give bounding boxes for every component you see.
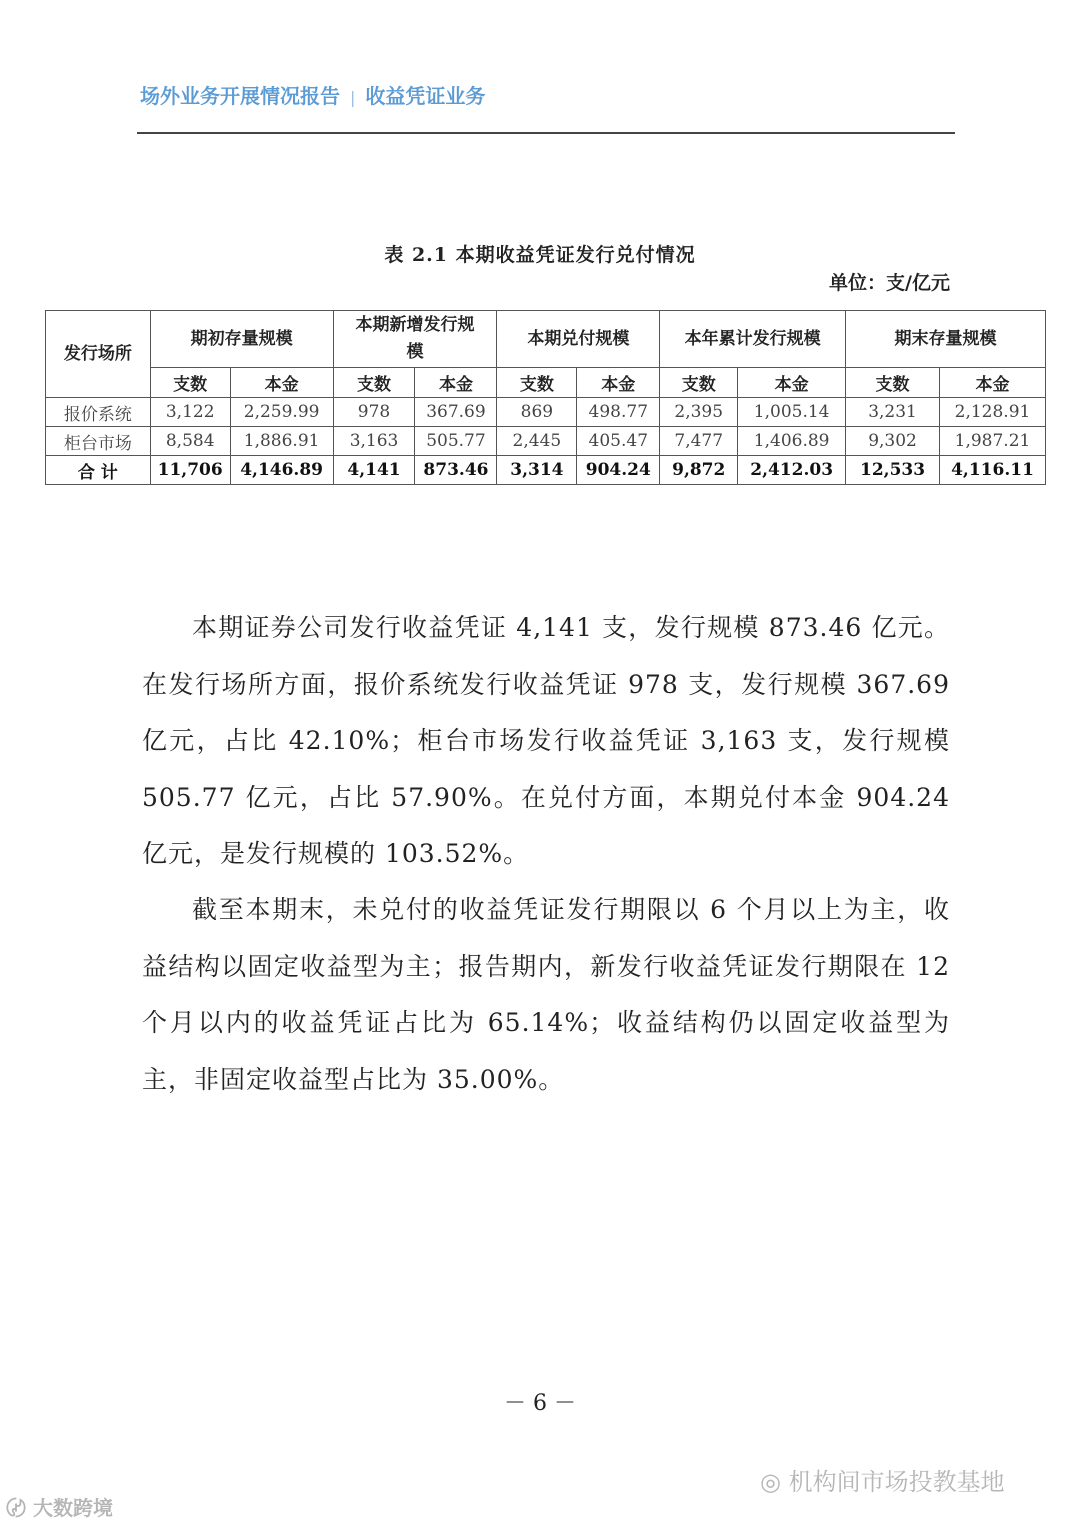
table-cell: 1,987.21 [940,427,1046,456]
venue-header: 发行场所 [46,311,151,398]
watermark-site: 〄 大数跨境 [6,1496,113,1520]
row-label: 合 计 [46,456,151,485]
header-report-title: 场外业务开展情况报告 [140,84,340,108]
table-cell: 405.47 [577,427,660,456]
table-cell: 12,533 [846,456,940,485]
sub-header-count: 支数 [497,368,577,398]
group-header: 本年累计发行规模 [660,311,846,368]
sub-header-count: 支数 [660,368,738,398]
group-header: 本期新增发行规模 [333,311,497,368]
table-cell: 2,259.99 [230,398,333,427]
sub-header-amount: 本金 [738,368,846,398]
table-cell: 2,128.91 [940,398,1046,427]
table-cell: 3,163 [333,427,415,456]
sub-header-count: 支数 [333,368,415,398]
sub-header-amount: 本金 [940,368,1046,398]
table-cell: 498.77 [577,398,660,427]
table-cell: 3,231 [846,398,940,427]
table-cell: 367.69 [415,398,497,427]
table-cell: 1,005.14 [738,398,846,427]
table-cell: 2,395 [660,398,738,427]
table-cell: 505.77 [415,427,497,456]
table-cell: 873.46 [415,456,497,485]
table-cell: 3,314 [497,456,577,485]
table-row [46,398,1046,427]
table-cell: 2,412.03 [738,456,846,485]
wechat-icon: ◎ [760,1468,789,1496]
header-rule [137,132,955,134]
row-label: 柜台市场 [46,427,151,456]
header-section-title: 收益凭证业务 [365,84,486,108]
table-cell: 904.24 [577,456,660,485]
row-label: 报价系统 [46,398,151,427]
sub-header-count: 支数 [846,368,940,398]
sub-header-amount: 本金 [577,368,660,398]
table-cell: 4,141 [333,456,415,485]
sub-header-count: 支数 [150,368,230,398]
table-cell: 1,886.91 [230,427,333,456]
page-number: － 6 － [504,1391,576,1416]
watermark-account: ◎ 机构间市场投教基地 [760,1468,1005,1496]
table-cell: 2,445 [497,427,577,456]
group-header: 期初存量规模 [150,311,333,368]
table-cell: 4,116.11 [940,456,1046,485]
table-row [46,427,1046,456]
running-header [140,80,485,109]
table-cell: 9,302 [846,427,940,456]
table-unit: 单位：支/亿元 [829,272,950,294]
group-header: 期末存量规模 [846,311,1046,368]
table-cell: 1,406.89 [738,427,846,456]
table-caption: 表 2.1 本期收益凭证发行兑付情况 [384,244,696,266]
table-cell: 3,122 [150,398,230,427]
table-row [46,456,1046,485]
header-separator: | [350,88,356,107]
paragraph: 截至本期末，未兑付的收益凭证发行期限以 6 个月以上为主，收益结构以固定收益型为主；报告期内，新发行收益凭证发行期限在 12 个月以内的收益凭证占比为 65.14%；收益结构仍以固定收益型为主，非固定收益型占比为 35.00%。 [142,895,950,1094]
table-cell: 8,584 [150,427,230,456]
sub-header-amount: 本金 [230,368,333,398]
table-cell: 9,872 [660,456,738,485]
table-cell: 7,477 [660,427,738,456]
issuance-table [45,310,1046,485]
paragraph: 本期证券公司发行收益凭证 4,141 支，发行规模 873.46 亿元。在发行场所方面，报价系统发行收益凭证 978 支，发行规模 367.69 亿元，占比 42.10%；柜台市场发行收益凭证 3,163 支，发行规模 505.77 亿元，占比 57.90%。在兑付方面，本期兑付本金 904.24 亿元，是发行规模的 103.52%。 [142,613,950,868]
table-cell: 4,146.89 [230,456,333,485]
table-cell: 869 [497,398,577,427]
table-cell: 978 [333,398,415,427]
logo-icon: 〄 [6,1496,33,1520]
table-cell: 11,706 [150,456,230,485]
sub-header-amount: 本金 [415,368,497,398]
group-header: 本期兑付规模 [497,311,660,368]
